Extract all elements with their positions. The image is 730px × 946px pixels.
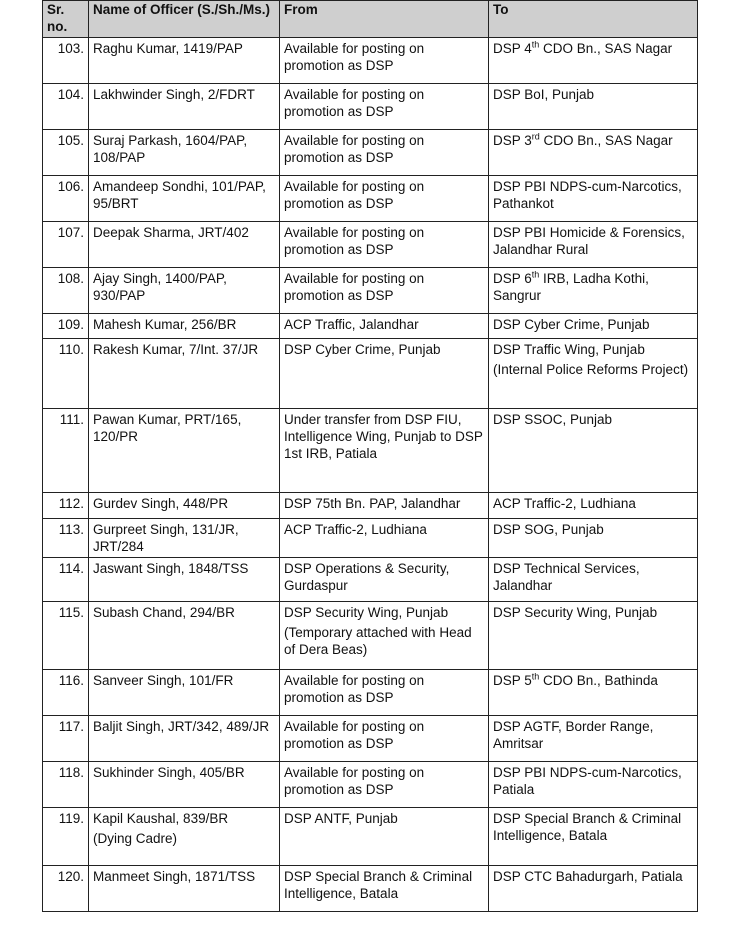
officer-name: Jaswant Singh, 1848/TSS [93, 561, 249, 576]
cell-sr [43, 716, 89, 762]
cell-name [89, 222, 280, 268]
sr-no: 112. [58, 496, 84, 511]
officer-name: Sanveer Singh, 101/FR [93, 673, 234, 688]
cell-from [280, 268, 489, 314]
sr-no: 120. [57, 869, 84, 884]
cell-to [489, 222, 698, 268]
cell-name [89, 762, 280, 808]
officer-name: Gurdev Singh, 448/PR [93, 496, 229, 511]
cell-from [280, 314, 489, 339]
cell-sr [43, 130, 89, 176]
cell-name [89, 519, 280, 558]
cell-from [280, 339, 489, 409]
sr-no: 110. [58, 342, 84, 357]
sr-no: 103. [57, 41, 84, 56]
sr-no: 105. [57, 133, 84, 148]
to-text-rest: CDO Bn., SAS Nagar [539, 41, 673, 56]
table-row [43, 602, 698, 670]
to-ordinal: th [531, 39, 540, 50]
to-text: DSP Special Branch & Criminal Intelligence, Batala [493, 811, 682, 843]
cell-sr [43, 519, 89, 558]
posting-table [42, 0, 698, 912]
cell-name [89, 602, 280, 670]
table-row [43, 409, 698, 493]
cell-name [89, 716, 280, 762]
sr-no: 113. [58, 522, 84, 537]
to-text: DSP Traffic Wing, Punjab [493, 342, 645, 357]
to-text: ACP Traffic-2, Ludhiana [493, 496, 636, 511]
cell-name [89, 670, 280, 716]
from-text: DSP Operations & Security, Gurdaspur [284, 561, 450, 593]
cell-from [280, 409, 489, 493]
cell-from [280, 38, 489, 84]
cell-sr [43, 339, 89, 409]
from-text: DSP Cyber Crime, Punjab [284, 342, 441, 357]
cell-sr [43, 602, 89, 670]
cell-name [89, 314, 280, 339]
table-row [43, 130, 698, 176]
to-text: DSP PBI NDPS-cum-Narcotics, Pathankot [493, 179, 682, 211]
officer-name: Mahesh Kumar, 256/BR [93, 317, 237, 332]
sr-no: 118. [58, 765, 84, 780]
cell-sr [43, 38, 89, 84]
officer-name: Subash Chand, 294/BR [93, 605, 235, 620]
to-text: DSP 3 [493, 133, 532, 148]
cell-to [489, 716, 698, 762]
cell-to [489, 84, 698, 130]
to-text: DSP CTC Bahadurgarh, Patiala [493, 869, 683, 884]
cell-to [489, 762, 698, 808]
table-row [43, 314, 698, 339]
officer-name: Baljit Singh, JRT/342, 489/JR [93, 719, 270, 734]
table-row [43, 38, 698, 84]
cell-sr [43, 866, 89, 912]
sr-no: 111. [59, 412, 84, 427]
to-ordinal: th [531, 269, 540, 280]
sr-no: 114. [58, 561, 84, 576]
table-row [43, 866, 698, 912]
sr-no: 107. [57, 225, 84, 240]
to-text: DSP Security Wing, Punjab [493, 605, 658, 620]
to-text-rest: IRB, Ladha Kothi, Sangrur [493, 271, 649, 303]
officer-name: Lakhwinder Singh, 2/FDRT [93, 87, 255, 102]
cell-sr [43, 409, 89, 493]
sr-no: 119. [58, 811, 84, 826]
to-text: DSP PBI Homicide & Forensics, Jalandhar Rural [493, 225, 685, 257]
cell-from [280, 519, 489, 558]
cell-to [489, 130, 698, 176]
table-row [43, 558, 698, 602]
officer-name: Rakesh Kumar, 7/Int. 37/JR [93, 342, 259, 357]
from-text: Available for posting on promotion as DSP [284, 41, 425, 73]
from-text: Available for posting on promotion as DSP [284, 225, 425, 257]
table-row [43, 268, 698, 314]
to-text-rest: CDO Bn., Bathinda [539, 673, 658, 688]
cell-to [489, 38, 698, 84]
cell-to [489, 808, 698, 866]
table-row [43, 493, 698, 519]
cell-sr [43, 314, 89, 339]
cell-to [489, 866, 698, 912]
cell-to [489, 268, 698, 314]
officer-name: Amandeep Sondhi, 101/PAP, 95/BRT [93, 179, 266, 211]
cell-sr [43, 84, 89, 130]
sr-no: 109. [57, 317, 84, 332]
sr-no: 116. [58, 673, 84, 688]
to-ordinal: th [531, 671, 540, 682]
from-text: Available for posting on promotion as DSP [284, 133, 425, 165]
from-text: Available for posting on promotion as DSP [284, 673, 425, 705]
to-text: DSP Technical Services, Jalandhar [493, 561, 640, 593]
table-row [43, 716, 698, 762]
sr-no: 117. [58, 719, 84, 734]
to-text: DSP PBI NDPS-cum-Narcotics, Patiala [493, 765, 682, 797]
cell-sr [43, 493, 89, 519]
from-text: Under transfer from DSP FIU, Intelligence Wing, Punjab to DSP 1st IRB, Patiala [284, 412, 483, 461]
sr-no: 106. [57, 179, 84, 194]
to-text: DSP 6 [493, 271, 532, 286]
cell-to [489, 314, 698, 339]
officer-name: Manmeet Singh, 1871/TSS [93, 869, 256, 884]
from-text: Available for posting on promotion as DSP [284, 719, 425, 751]
to-note: (Internal Police Reforms Project) [493, 362, 689, 377]
table-row [43, 222, 698, 268]
cell-name [89, 409, 280, 493]
cell-from [280, 808, 489, 866]
cell-sr [43, 268, 89, 314]
sr-no: 115. [58, 605, 84, 620]
cell-name [89, 130, 280, 176]
to-text: DSP SSOC, Punjab [493, 412, 613, 427]
from-text: ACP Traffic-2, Ludhiana [284, 522, 427, 537]
cell-sr [43, 808, 89, 866]
cell-name [89, 84, 280, 130]
from-text: DSP 75th Bn. PAP, Jalandhar [284, 496, 461, 511]
table-row [43, 339, 698, 409]
from-text: DSP Security Wing, Punjab [284, 605, 449, 620]
from-text: Available for posting on promotion as DSP [284, 271, 425, 303]
cell-name [89, 38, 280, 84]
from-text: Available for posting on promotion as DSP [284, 765, 425, 797]
cell-name [89, 558, 280, 602]
cell-from [280, 130, 489, 176]
table-row [43, 670, 698, 716]
officer-name: Sukhinder Singh, 405/BR [93, 765, 245, 780]
from-text: DSP Special Branch & Criminal Intelligence, Batala [284, 869, 473, 901]
cell-sr [43, 222, 89, 268]
from-note: (Temporary attached with Head of Dera Beas) [284, 625, 472, 657]
cell-from [280, 866, 489, 912]
to-ordinal: rd [531, 131, 540, 142]
cell-from [280, 762, 489, 808]
cell-to [489, 176, 698, 222]
table-row [43, 176, 698, 222]
from-text: Available for posting on promotion as DSP [284, 87, 425, 119]
cell-from [280, 493, 489, 519]
to-text: DSP 4 [493, 41, 532, 56]
to-text: DSP Cyber Crime, Punjab [493, 317, 650, 332]
cell-from [280, 716, 489, 762]
cell-from [280, 84, 489, 130]
header-from: From [280, 1, 489, 38]
officer-name: Pawan Kumar, PRT/165, 120/PR [93, 412, 242, 444]
header-row [43, 1, 698, 38]
officer-note: (Dying Cadre) [93, 831, 178, 846]
cell-to [489, 519, 698, 558]
to-text: DSP AGTF, Border Range, Amritsar [493, 719, 654, 751]
cell-sr [43, 558, 89, 602]
to-text: DSP 5 [493, 673, 532, 688]
cell-from [280, 222, 489, 268]
cell-sr [43, 176, 89, 222]
cell-name [89, 808, 280, 866]
cell-name [89, 493, 280, 519]
cell-sr [43, 670, 89, 716]
officer-name: Deepak Sharma, JRT/402 [93, 225, 249, 240]
cell-to [489, 602, 698, 670]
cell-to [489, 558, 698, 602]
cell-sr [43, 762, 89, 808]
cell-from [280, 602, 489, 670]
cell-from [280, 670, 489, 716]
officer-name: Kapil Kaushal, 839/BR [93, 811, 229, 826]
officer-name: Raghu Kumar, 1419/PAP [93, 41, 243, 56]
cell-to [489, 493, 698, 519]
to-text: DSP SOG, Punjab [493, 522, 604, 537]
cell-name [89, 176, 280, 222]
sr-no: 104. [57, 87, 84, 102]
officer-name: Suraj Parkash, 1604/PAP, 108/PAP [93, 133, 248, 165]
table-row [43, 808, 698, 866]
header-sr: Sr. no. [43, 1, 89, 38]
from-text: ACP Traffic, Jalandhar [284, 317, 419, 332]
officer-name: Gurpreet Singh, 131/JR, JRT/284 [93, 522, 239, 554]
cell-to [489, 409, 698, 493]
from-text: DSP ANTF, Punjab [284, 811, 398, 826]
table-row [43, 84, 698, 130]
cell-to [489, 339, 698, 409]
cell-from [280, 176, 489, 222]
officer-name: Ajay Singh, 1400/PAP, 930/PAP [93, 271, 227, 303]
table-row [43, 519, 698, 558]
header-to: To [489, 1, 698, 38]
sr-no: 108. [57, 271, 84, 286]
to-text: DSP BoI, Punjab [493, 87, 595, 102]
cell-name [89, 866, 280, 912]
cell-from [280, 558, 489, 602]
cell-to [489, 670, 698, 716]
to-text-rest: CDO Bn., SAS Nagar [539, 133, 673, 148]
header-name: Name of Officer (S./Sh./Ms.) [89, 1, 280, 38]
from-text: Available for posting on promotion as DSP [284, 179, 425, 211]
table-row [43, 762, 698, 808]
cell-name [89, 268, 280, 314]
cell-name [89, 339, 280, 409]
